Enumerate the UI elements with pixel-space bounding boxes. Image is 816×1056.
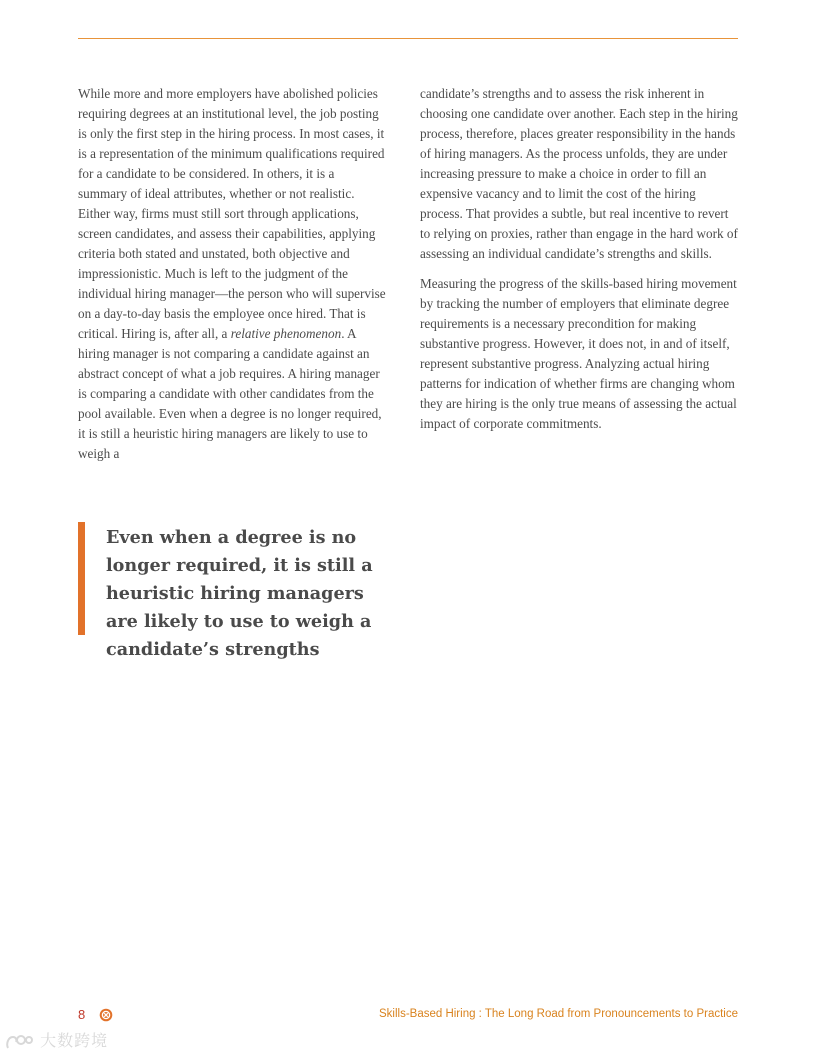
watermark-logo-icon (4, 1032, 34, 1052)
left-paragraph-1 (78, 84, 386, 464)
left-paragraph-1-italic: relative phenomenon (230, 326, 342, 341)
right-paragraph-1: candidate’s strengths and to assess the risk inherent in choosing one candidate over another. Each step in the hiring process, therefore, places greater responsibility in the hands of hiring managers. As the process unfolds, they are under increasing pressure to make a choice in order to fill an expensive vacancy and to limit the cost of the hiring process. That provides a subtle, but real incentive to revert to relying on proxies, rather than engage in the hard work of assessing an individual candidate’s strengths and skills. (420, 86, 738, 261)
header-rule (78, 38, 738, 39)
watermark-text: 大数跨境 (40, 1031, 109, 1050)
footer-document-title: Skills-Based Hiring : The Long Road from Pronouncements to Practice (378, 1008, 738, 1020)
watermark (4, 1028, 108, 1052)
page-number: 8 (78, 1007, 86, 1022)
pull-quote-text: Even when a degree is no longer required, it is still a heuristic hiring managers are likely to use to weigh a candidate’s strengths (106, 527, 373, 660)
pull-quote (78, 522, 398, 660)
left-paragraph-1-text-b: . A hiring manager is not comparing a candidate against an abstract concept of what a job requires. A hiring manager is comparing a candidate with other candidates from the pool available. Even when a degree is no longer required, it is still a heuristic hiring managers are likely to use to weigh a (78, 326, 382, 461)
left-paragraph-1-text-a: While more and more employers have abolished policies requiring degrees at an institutional level, the job posting is only the first step in the hiring process. In most cases, it is a representation of the minimum qualifications required for a candidate to be considered. In others, it is a summary of ideal attributes, whether or not realistic. Either way, firms must still sort through applications, screen candidates, and assess their capabilities, applying criteria both stated and unstated, both objective and impressionistic. Much is left to the judgment of the individual hiring manager—the person who will supervise on a day-to-day basis the employee once hired. That is critical. Hiring is, after all, a (78, 86, 386, 341)
close-circle-icon (99, 1008, 113, 1022)
right-paragraph-2: Measuring the progress of the skills-based hiring movement by tracking the number of employers that eliminate degree requirements is a necessary precondition for making substantive progress. However, it does not, in and of itself, represent substantive progress. Analyzing actual hiring patterns for indication of whether firms are changing whom they are hiring is the only true means of assessing the actual impact of corporate commitments. (420, 276, 737, 431)
right-column (420, 84, 740, 444)
left-column (78, 84, 386, 474)
